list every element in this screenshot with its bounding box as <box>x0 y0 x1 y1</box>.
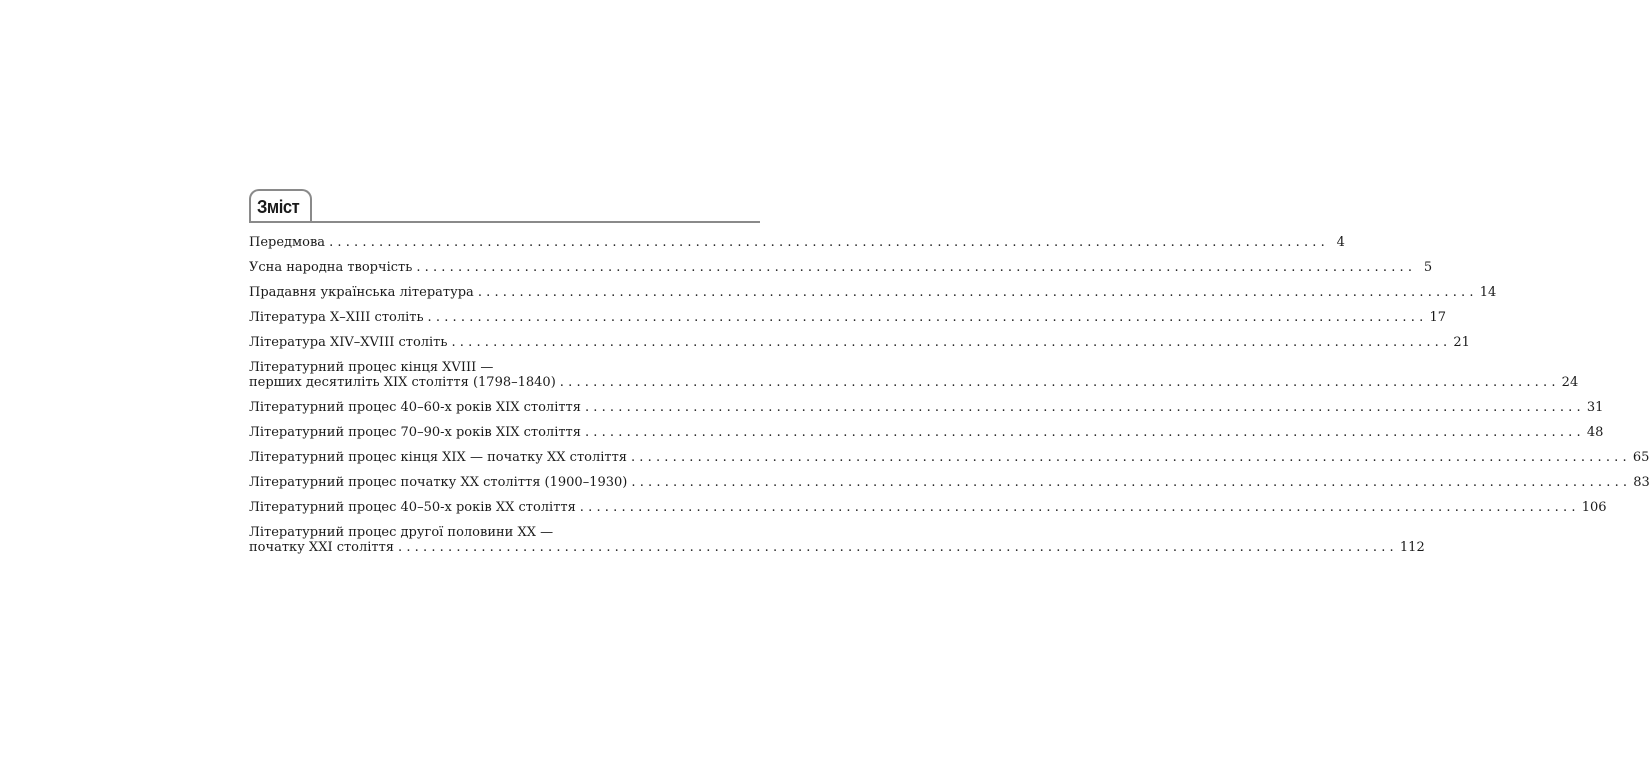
toc-entry-label: Прадавня українська література <box>249 285 474 300</box>
toc-entry[interactable] <box>249 285 1497 300</box>
toc-entry[interactable] <box>249 500 1607 515</box>
dot-leader: ........................................................................................................................ <box>584 425 1585 440</box>
toc-entry-label: Літературний процес кінця XIX — початку XX століття <box>249 450 627 465</box>
toc-entry-label: Література XIV–XVIII століть <box>249 335 448 350</box>
toc-entry-line <box>249 540 1425 555</box>
toc-header <box>249 189 760 225</box>
toc-entry-page-number: 31 <box>1586 400 1604 415</box>
toc-title: Зміст <box>257 197 300 217</box>
toc-entry[interactable] <box>249 525 1425 555</box>
dot-leader: ........................................................................................................................ <box>579 500 1580 515</box>
toc-entry-page-number: 24 <box>1561 375 1579 390</box>
toc-entry-line <box>249 400 1604 415</box>
toc-entry-label: Літературний процес 40–50-х років XX століття <box>249 500 576 515</box>
toc-entry-line <box>249 500 1607 515</box>
toc-entry-label: Літературний процес 70–90-х років XIX століття <box>249 425 581 440</box>
toc-entry-line <box>249 335 1470 350</box>
toc-entry[interactable] <box>249 475 1650 490</box>
toc-entry-line <box>249 235 1345 250</box>
toc-entry-label: Усна народна творчість <box>249 260 413 275</box>
dot-leader: ........................................................................................................................ <box>559 375 1560 390</box>
toc-entry-page-number: 14 <box>1479 285 1497 300</box>
toc-entry[interactable] <box>249 425 1604 440</box>
header-rule <box>249 221 760 223</box>
dot-leader: ........................................................................................................................ <box>427 310 1428 325</box>
toc-entry[interactable] <box>249 335 1470 350</box>
toc-entry-page-number: 112 <box>1399 540 1425 555</box>
toc-entry[interactable] <box>249 400 1604 415</box>
toc-entry-line <box>249 475 1650 490</box>
toc-entry-first-line: Літературний процес другої половини XX — <box>249 525 554 540</box>
title-tab <box>249 189 312 223</box>
dot-leader: ........................................................................................................................ <box>477 285 1478 300</box>
dot-leader: ........................................................................................................................ <box>329 235 1329 250</box>
toc-entry-page-number: 48 <box>1586 425 1604 440</box>
toc-entry-label: Література X–XIII століть <box>249 310 424 325</box>
dot-leader: ........................................................................................................................ <box>416 260 1417 275</box>
toc-entry-page-number: 21 <box>1453 335 1470 350</box>
toc-entry-line <box>249 260 1433 275</box>
toc-entry-label: перших десятиліть XIX століття (1798–1840) <box>249 375 556 390</box>
table-of-contents <box>249 189 1650 571</box>
toc-entry-page-number: 4 <box>1336 235 1345 250</box>
toc-entry-page-number: 106 <box>1581 500 1607 515</box>
toc-entry-label: початку XXI століття <box>249 540 395 555</box>
toc-entry-line <box>249 285 1497 300</box>
toc-entry-label: Передмова <box>249 235 326 250</box>
toc-entry-line <box>249 310 1446 325</box>
toc-entry-page-number: 65 <box>1632 450 1650 465</box>
toc-entry-page-number: 5 <box>1423 260 1433 275</box>
toc-entries <box>249 235 1650 555</box>
dot-leader: ........................................................................................................................ <box>631 475 1632 490</box>
dot-leader: ........................................................................................................................ <box>630 450 1631 465</box>
toc-entry-line <box>249 375 1579 390</box>
toc-entry-label: Літературний процес 40–60-х років XIX століття <box>249 400 581 415</box>
dot-leader: ........................................................................................................................ <box>584 400 1585 415</box>
toc-entry-page-number: 17 <box>1429 310 1446 325</box>
toc-entry-label: Літературний процес початку XX століття (1900–1930) <box>249 475 628 490</box>
toc-entry[interactable] <box>249 235 1345 250</box>
toc-entry-line <box>249 450 1650 465</box>
toc-entry[interactable] <box>249 360 1579 390</box>
toc-entry[interactable] <box>249 310 1446 325</box>
dot-leader: ........................................................................................................................ <box>398 540 1398 555</box>
toc-entry-page-number: 83 <box>1633 475 1650 490</box>
toc-entry[interactable] <box>249 260 1433 275</box>
toc-entry-first-line: Літературний процес кінця XVIII — <box>249 360 494 375</box>
toc-entry[interactable] <box>249 450 1650 465</box>
toc-entry-line <box>249 425 1604 440</box>
dot-leader: ........................................................................................................................ <box>451 335 1452 350</box>
